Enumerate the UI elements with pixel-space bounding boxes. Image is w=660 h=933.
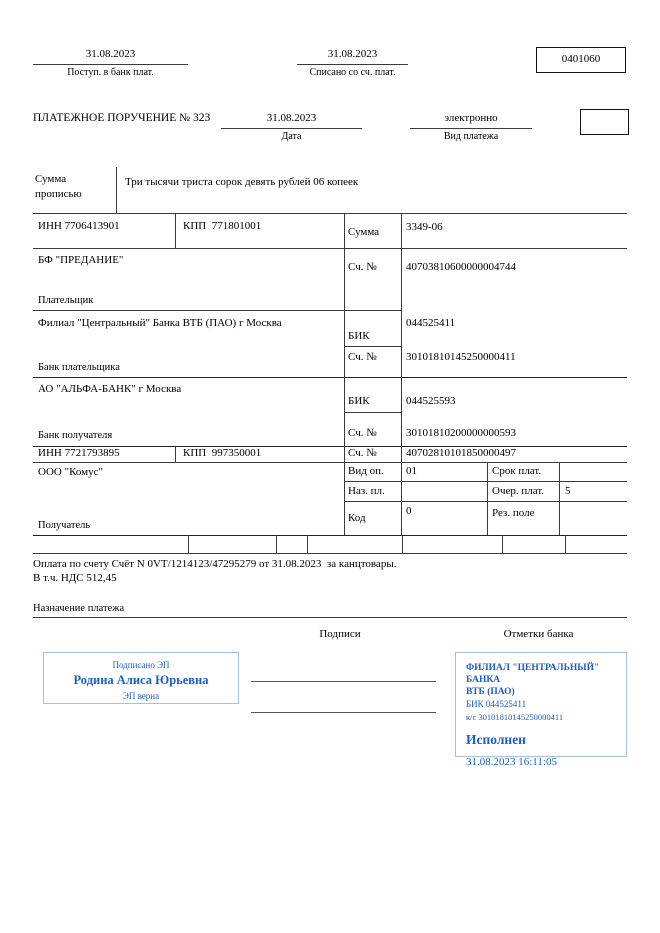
payee-bank-section-label: Банк получателя — [38, 430, 113, 441]
table-line — [175, 446, 176, 462]
payee-bank-account-label: Сч. № — [348, 427, 377, 439]
priority-value: 5 — [565, 485, 571, 497]
payer-section-label: Плательщик — [38, 295, 94, 306]
table-line — [307, 535, 308, 553]
payer-bank-name: Филиал "Центральный" Банка ВТБ (ПАО) г Москва — [38, 317, 282, 329]
payee-bank-bik-label: БИК — [348, 395, 370, 407]
table-line — [188, 535, 189, 553]
payee-bank-name: АО "АЛЬФА-БАНК" г Москва — [38, 383, 182, 395]
debited-date: 31.08.2023 — [327, 48, 378, 60]
code-label: Код — [348, 512, 366, 524]
purpose-line2: В т.ч. НДС 512,45 — [33, 572, 117, 584]
table-line — [344, 213, 345, 535]
table-line — [344, 346, 401, 347]
payment-kind-box — [580, 109, 629, 135]
bank-stamp-bik: БИК 044525411 — [466, 699, 527, 709]
table-line — [487, 462, 488, 535]
amount-words-text: Три тысячи триста сорок девять рублей 06 копеек — [125, 176, 359, 188]
payer-inn: ИНН 7706413901 — [38, 220, 120, 232]
sum-value: 3349-06 — [406, 221, 443, 233]
table-line — [559, 462, 560, 535]
divider-line — [116, 167, 117, 213]
op-type-label: Вид оп. — [348, 465, 384, 477]
e-signature-name: Родина Алиса Юрьевна — [73, 673, 209, 687]
table-line — [33, 377, 627, 378]
payer-bank-section-label: Банк плательщика — [38, 362, 120, 373]
table-line — [565, 535, 566, 553]
code-value: 0 — [406, 505, 412, 517]
due-date-label: Срок плат. — [492, 465, 542, 477]
table-line — [33, 248, 627, 249]
table-line — [33, 535, 627, 536]
payee-section-label: Получатель — [38, 520, 91, 531]
priority-label: Очер. плат. — [492, 485, 545, 497]
payer-bank-bik: 044525411 — [406, 317, 456, 329]
bank-marks-title: Отметки банка — [503, 628, 574, 640]
reserve-field-label: Рез. поле — [492, 507, 535, 519]
sum-label: Сумма — [348, 226, 380, 238]
table-line — [33, 446, 627, 447]
form-code-box — [536, 47, 626, 73]
payment-kind-label: Вид платежа — [443, 131, 499, 142]
divider-line — [297, 64, 408, 65]
table-line — [33, 617, 627, 618]
received-date: 31.08.2023 — [85, 48, 136, 60]
payee-inn: ИНН 7721793895 — [38, 447, 120, 459]
table-line — [344, 481, 627, 482]
payee-name: ООО "Комус" — [38, 466, 103, 478]
op-type-value: 01 — [406, 465, 417, 477]
purpose-code-label: Наз. пл. — [348, 485, 385, 497]
document-date: 31.08.2023 — [266, 112, 317, 124]
e-signature-stamp — [43, 652, 239, 704]
payer-kpp: КПП 771801001 — [183, 220, 262, 232]
table-line — [401, 213, 402, 535]
payee-bank-account: 30101810200000000593 — [406, 427, 516, 439]
payee-account-label: Сч. № — [348, 447, 377, 459]
table-line — [33, 553, 627, 554]
divider-line — [221, 128, 362, 129]
table-line — [33, 462, 627, 463]
form-code: 0401060 — [561, 53, 601, 65]
table-line — [344, 412, 401, 413]
debited-date-label: Списано со сч. плат. — [309, 67, 396, 78]
e-signature-line1: Подписано ЭП — [112, 660, 170, 670]
amount-words-label: Сумма прописью — [35, 173, 82, 200]
e-signature-line3: ЭП верна — [122, 691, 160, 701]
payer-name: БФ "ПРЕДАНИЕ" — [38, 254, 124, 266]
table-line — [402, 535, 403, 553]
divider-line — [33, 64, 188, 65]
table-line — [175, 213, 176, 248]
divider-line — [410, 128, 532, 129]
bank-stamp-name-line2: ВТБ (ПАО) — [466, 687, 515, 697]
purpose-section-label: Назначение платежа — [33, 603, 125, 614]
bank-stamp-corr-account: к/с 30101810145250000411 — [466, 712, 564, 722]
table-line — [33, 310, 401, 311]
payee-bank-bik: 044525593 — [406, 395, 456, 407]
received-date-label: Поступ. в банк плат. — [67, 67, 154, 78]
payer-bank-account-label: Сч. № — [348, 351, 377, 363]
bank-stamp — [455, 652, 627, 768]
signatures-title: Подписи — [319, 628, 361, 640]
signature-line — [251, 681, 436, 682]
payer-account-label: Сч. № — [348, 261, 377, 273]
bank-stamp-status: Исполнен — [466, 732, 526, 747]
bank-stamp-datetime: 31.08.2023 16:11:05 — [466, 756, 557, 768]
payee-account: 40702810101850000497 — [406, 447, 516, 459]
document-title: ПЛАТЕЖНОЕ ПОРУЧЕНИЕ № 323 — [33, 112, 211, 124]
payer-account: 40703810600000004744 — [406, 261, 516, 273]
date-label: Дата — [281, 131, 302, 142]
table-line — [276, 535, 277, 553]
payment-kind-value: электронно — [444, 112, 498, 124]
bank-stamp-name-line1: ФИЛИАЛ "ЦЕНТРАЛЬНЫЙ" БАНКА — [466, 663, 600, 685]
payer-bank-account: 30101810145250000411 — [406, 351, 516, 363]
table-line — [344, 501, 627, 502]
purpose-line1: Оплата по счету Счёт N 0VT/1214123/47295279 от 31.08.2023 за канцтовары. — [33, 558, 397, 570]
table-line — [502, 535, 503, 553]
signature-line — [251, 712, 436, 713]
payer-bank-bik-label: БИК — [348, 330, 370, 342]
table-line — [33, 213, 627, 214]
payee-kpp: КПП 997350001 — [183, 447, 262, 459]
